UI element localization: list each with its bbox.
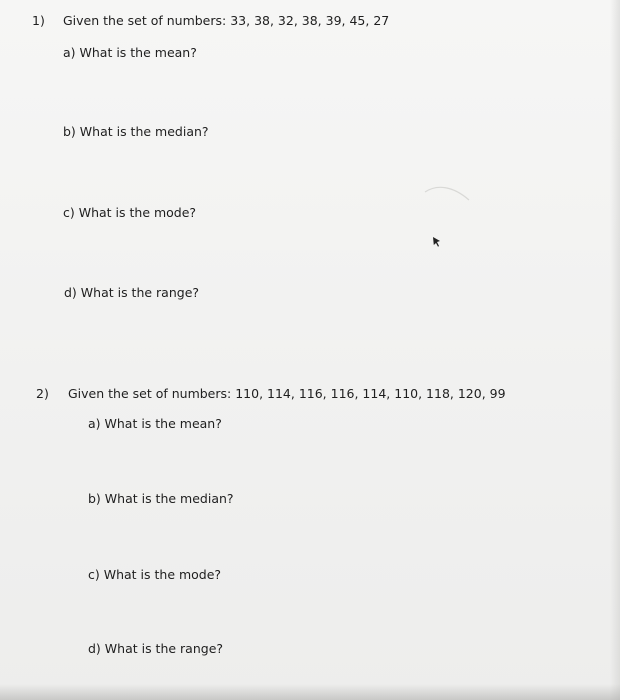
question-2-part-c: c) What is the mode?	[88, 567, 222, 582]
question-1-number: 1)	[32, 13, 45, 28]
question-2-number: 2)	[36, 386, 49, 401]
question-2-part-a: a) What is the mean?	[88, 416, 222, 431]
question-1-part-b: b) What is the median?	[63, 124, 209, 139]
question-2-part-d: d) What is the range?	[88, 641, 224, 656]
question-2-stem: Given the set of numbers: 110, 114, 116, 116, 114, 110, 118, 120, 99	[68, 386, 506, 401]
question-2-part-b: b) What is the median?	[88, 491, 234, 506]
question-1-part-d: d) What is the range?	[64, 285, 200, 300]
page-edge-shadow	[610, 0, 620, 700]
question-1-stem: Given the set of numbers: 33, 38, 32, 38, 39, 45, 27	[63, 13, 390, 28]
question-1-part-c: c) What is the mode?	[63, 205, 197, 220]
question-1-part-a: a) What is the mean?	[63, 45, 197, 60]
page-bottom-shadow	[0, 684, 620, 700]
mouse-pointer-icon	[430, 236, 442, 248]
faint-pencil-mark	[423, 180, 473, 210]
